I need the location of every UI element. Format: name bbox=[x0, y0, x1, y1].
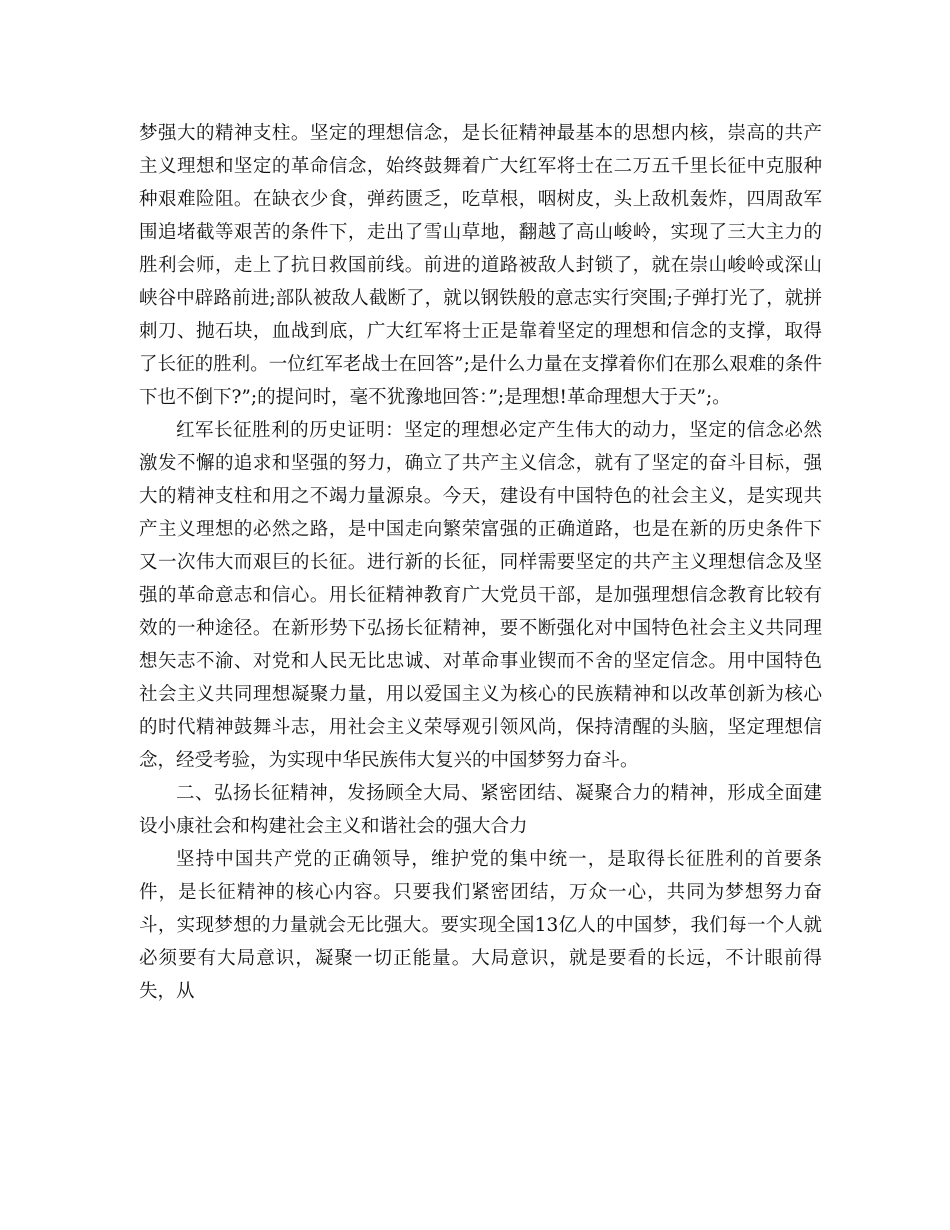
paragraph-continuation: 梦强大的精神支柱。坚定的理想信念，是长征精神最基本的思想内核，崇高的共产主义理想和坚定的革命信念，始终鼓舞着广大红军将士在二万五千里长征中克服种种艰难险阻。在缺衣少食，弹药匮乏，吃草根，咽树皮，头上敌机轰炸，四周敌军围追堵截等艰苦的条件下，走出了雪山草地，翻越了高山峻岭，实现了三大主力的胜利会师，走上了抗日救国前线。前进的道路被敌人封锁了，就在崇山峻岭或深山峡谷中辟路前进;部队被敌人截断了，就以钢铁般的意志实行突围;子弹打光了，就拼刺刀、抛石块，血战到底，广大红军将士正是靠着坚定的理想和信念的支撑，取得了长征的胜利。一位红军老战士在回答”;是什么力量在支撑着你们在那么艰难的条件下也不倒下?”;的提问时，毫不犹豫地回答：”;是理想!革命理想大于天”;。 bbox=[139, 123, 822, 408]
paragraph-party-leadership: 坚持中国共产党的正确领导，维护党的集中统一，是取得长征胜利的首要条件，是长征精神的核心内容。只要我们紧密团结，万众一心，共同为梦想努力奋斗，实现梦想的力量就会无比强大。要实现全国13亿人的中国梦，我们每一个人就必须要有大局意识，凝聚一切正能量。大局意识，就是要看的长远，不计眼前得失，从 bbox=[139, 849, 822, 1002]
paragraph-history-proof: 红军长征胜利的历史证明：坚定的理想必定产生伟大的动力，坚定的信念必然激发不懈的追求和坚强的努力，确立了共产主义信念，就有了坚定的奋斗目标，强大的精神支柱和用之不竭力量源泉。今天，建设有中国特色的社会主义，是实现共产主义理想的必然之路，是中国走向繁荣富强的正确道路，也是在新的历史条件下又一次伟大而艰巨的长征。进行新的长征，同样需要坚定的共产主义理想信念及坚强的革命意志和信心。用长征精神教育广大党员干部，是加强理想信念教育比较有效的一种途径。在新形势下弘扬长征精神，要不断强化对中国特色社会主义共同理想矢志不渝、对党和人民无比忠诚、对革命事业锲而不舍的坚定信念。用中国特色社会主义共同理想凝聚力量，用以爱国主义为核心的民族精神和以改革创新为核心的时代精神鼓舞斗志，用社会主义荣辱观引领风尚，保持清醒的头脑，坚定理想信念，经受考验，为实现中华民族伟大复兴的中国梦努力奋斗。 bbox=[139, 420, 822, 771]
section-heading-two: 二、弘扬长征精神，发扬顾全大局、紧密团结、凝聚合力的精神，形成全面建设小康社会和构建社会主义和谐社会的强大合力 bbox=[139, 783, 822, 837]
